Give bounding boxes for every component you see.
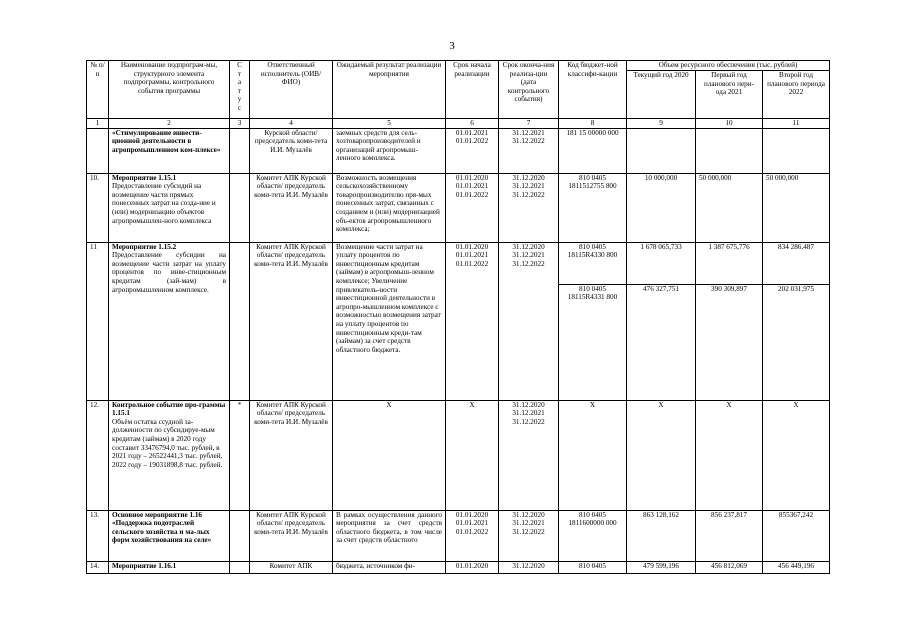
row-name: Мероприятие 1.15.1 Предоставление субсидий на возмещение части прямых понесенных затрат на созда-ние и (или) модернизацию объектов агропромышлен-ного комплекса <box>109 173 230 242</box>
row-value-plan1 <box>696 128 763 173</box>
row-value-current: 10 000,000 <box>627 173 696 242</box>
row-executor: Комитет АПК <box>250 561 333 573</box>
row-value-plan1: 50 000,000 <box>696 173 763 242</box>
row-value-plan2: 456 449,196 <box>763 561 830 573</box>
header-result: Ожидаемый результат реализации мероприятия <box>333 61 446 119</box>
row-budget: Х <box>559 400 627 510</box>
row-executor: Комитет АПК Курской области/ председатель коми-тета И.И. Музалёв <box>250 400 333 510</box>
row-result: Возмещение части затрат на уплату процентов по инвестиционным кредитам (займам) в агропромыш-ленном комплексе; Увеличение привлекатель-ности инвестиционной деятельности в агропро-мышленном комплексе с возможностью возмещения затрат на уплату процентов по инвестиционным креди-там (займам) за счет средств областного бюджета. <box>333 242 446 400</box>
row-start: 01.01.2020 01.01.2021 01.01.2022 <box>446 510 499 561</box>
row-end: 31.12.2021 31.12.2022 <box>499 128 559 173</box>
row-num <box>87 128 109 173</box>
row-budget: 810 0405 1811512755 800 <box>559 173 627 242</box>
row-value-plan2: 834 286,487 <box>763 242 830 284</box>
row-result: В рамках осуществления данного мероприятия за счет средств областного бюджета, в том числе за счет средств областного <box>333 510 446 561</box>
row-end: 31.12.2020 31.12.2021 31.12.2022 <box>499 510 559 561</box>
row-budget: 810 0405 18115R4331 800 <box>559 284 627 400</box>
row-name: Основное мероприятие 1.16 «Поддержка подотраслей сельского хозяйства и ма-лых форм хозяйствования на селе» <box>109 510 230 561</box>
row-name: «Стимулирование инвести-ционной деятельности в агропромышленном ком-плексе» <box>109 128 230 173</box>
row-budget: 181 15 00000 000 <box>559 128 627 173</box>
row-end: 31.12.2020 31.12.2021 31.12.2022 <box>499 400 559 510</box>
header-current-year: Текущий год 2020 <box>627 71 696 119</box>
row-result: заемных средств для сель-хозтоваропроизводителей и организаций агропромыш-ленного комплекса. <box>333 128 446 173</box>
page-number: 3 <box>449 40 455 52</box>
row-start: 01.01.2020 <box>446 561 499 573</box>
row-value-plan2: 855367,242 <box>763 510 830 561</box>
table-row <box>87 510 830 561</box>
header-num: № п/п <box>87 61 109 119</box>
table-row <box>87 128 830 173</box>
row-status <box>230 510 250 561</box>
header-start: Срок начала реализации <box>446 61 499 119</box>
header-name: Наименование подпрограм-мы, структурного элемента подпрограммы, контрольного события программы <box>109 61 230 119</box>
header-plan-year1: Первый год планового пери-ода 2021 <box>696 71 763 119</box>
header-executor: Ответственный исполнитель (ОИВ/ФИО) <box>250 61 333 119</box>
row-num: 12. <box>87 400 109 510</box>
table-row <box>87 561 830 573</box>
col-number: 11 <box>763 119 830 129</box>
col-number: 6 <box>446 119 499 129</box>
row-start: 01.01.2020 01.01.2021 01.01.2022 <box>446 173 499 242</box>
row-status <box>230 173 250 242</box>
col-number: 5 <box>333 119 446 129</box>
header-status: С т а т у с <box>230 61 250 119</box>
table-row <box>87 242 830 284</box>
row-budget: 810 0405 1811600000 000 <box>559 510 627 561</box>
row-value-current: 863 128,162 <box>627 510 696 561</box>
row-name: Мероприятие 1.16.1 <box>109 561 230 573</box>
row-value-current: 476 327,751 <box>627 284 696 400</box>
header-resources: Объем ресурсного обеспечения (тыс. рублей) <box>627 61 830 71</box>
header-budget: Код бюджет-ной классифи-кации <box>559 61 627 119</box>
row-value-plan1: 856 237,817 <box>696 510 763 561</box>
col-number: 2 <box>109 119 230 129</box>
row-end: 31.12.2020 31.12.2021 31.12.2022 <box>499 173 559 242</box>
col-number: 9 <box>627 119 696 129</box>
row-start: 01.01.2020 01.01.2021 01.01.2022 <box>446 242 499 400</box>
col-number: 10 <box>696 119 763 129</box>
row-executor: Комитет АПК Курской области/ председатель коми-тета И.И. Музалёв <box>250 242 333 400</box>
col-number: 8 <box>559 119 627 129</box>
table-row <box>87 173 830 242</box>
row-value-current <box>627 128 696 173</box>
row-executor: Комитет АПК Курской области/ председатель коми-тета И.И. Музалёв <box>250 173 333 242</box>
row-value-current: 479 599,196 <box>627 561 696 573</box>
row-end: 31.12.2020 31.12.2021 31.12.2022 <box>499 242 559 400</box>
row-num: 10. <box>87 173 109 242</box>
header-plan-year2: Второй год планового периода 2022 <box>763 71 830 119</box>
row-value-current: Х <box>627 400 696 510</box>
row-result: Возможность возмещения сельскохозяйственному товаропроизводителю пря-мых понесенных затрат, связанных с созданием и (или) модернизацией объ-ектов агропромышленного комплекса; <box>333 173 446 242</box>
col-number: 1 <box>87 119 109 129</box>
row-num: 13. <box>87 510 109 561</box>
row-start: 01.01.2021 01.01.2022 <box>446 128 499 173</box>
row-num: 14. <box>87 561 109 573</box>
header-end: Срок оконча-ния реализа-ции (дата контрольного события) <box>499 61 559 119</box>
col-number: 7 <box>499 119 559 129</box>
row-value-plan2 <box>763 128 830 173</box>
row-name: Мероприятие 1.15.2 Предоставление субсидии на возмещение части затрат на уплату процентов по инве-стиционным кредитам (зай-мам) в агропромышленном комплексе. <box>109 242 230 400</box>
row-value-plan1: Х <box>696 400 763 510</box>
program-table <box>86 60 830 574</box>
row-status <box>230 561 250 573</box>
row-budget: 810 0405 <box>559 561 627 573</box>
row-value-plan1: 1 387 675,776 <box>696 242 763 284</box>
row-status <box>230 242 250 400</box>
row-status: * <box>230 400 250 510</box>
row-name: Контрольное событие про-граммы 1.15.1 Объём остатка ссудной за-долженности по субсидируе-мым кредитам (займам) в 2020 году составит 33476794,0 тыс. рублей, в 2021 году – 26522441,3 тыс. рублей, 2022 году – 19031898,8 тыс. рублей. <box>109 400 230 510</box>
row-value-plan1: 390 309,897 <box>696 284 763 400</box>
col-number: 3 <box>230 119 250 129</box>
row-num: 11 <box>87 242 109 400</box>
row-value-plan2: Х <box>763 400 830 510</box>
row-value-plan2: 50 000,000 <box>763 173 830 242</box>
row-executor: Комитет АПК Курской области/ председатель коми-тета И.И. Музалёв <box>250 510 333 561</box>
row-value-plan1: 456 812,069 <box>696 561 763 573</box>
row-budget: 810 0405 18115R4330 800 <box>559 242 627 284</box>
row-start: Х <box>446 400 499 510</box>
row-result: бюджета, источником фи- <box>333 561 446 573</box>
row-executor: Курской области/ председатель коми-тета И.И. Музалёв <box>250 128 333 173</box>
row-value-plan2: 202 031,975 <box>763 284 830 400</box>
row-end: 31.12.2020 <box>499 561 559 573</box>
row-status <box>230 128 250 173</box>
row-result: Х <box>333 400 446 510</box>
col-number: 4 <box>250 119 333 129</box>
table-row <box>87 400 830 510</box>
row-value-current: 1 678 065,733 <box>627 242 696 284</box>
